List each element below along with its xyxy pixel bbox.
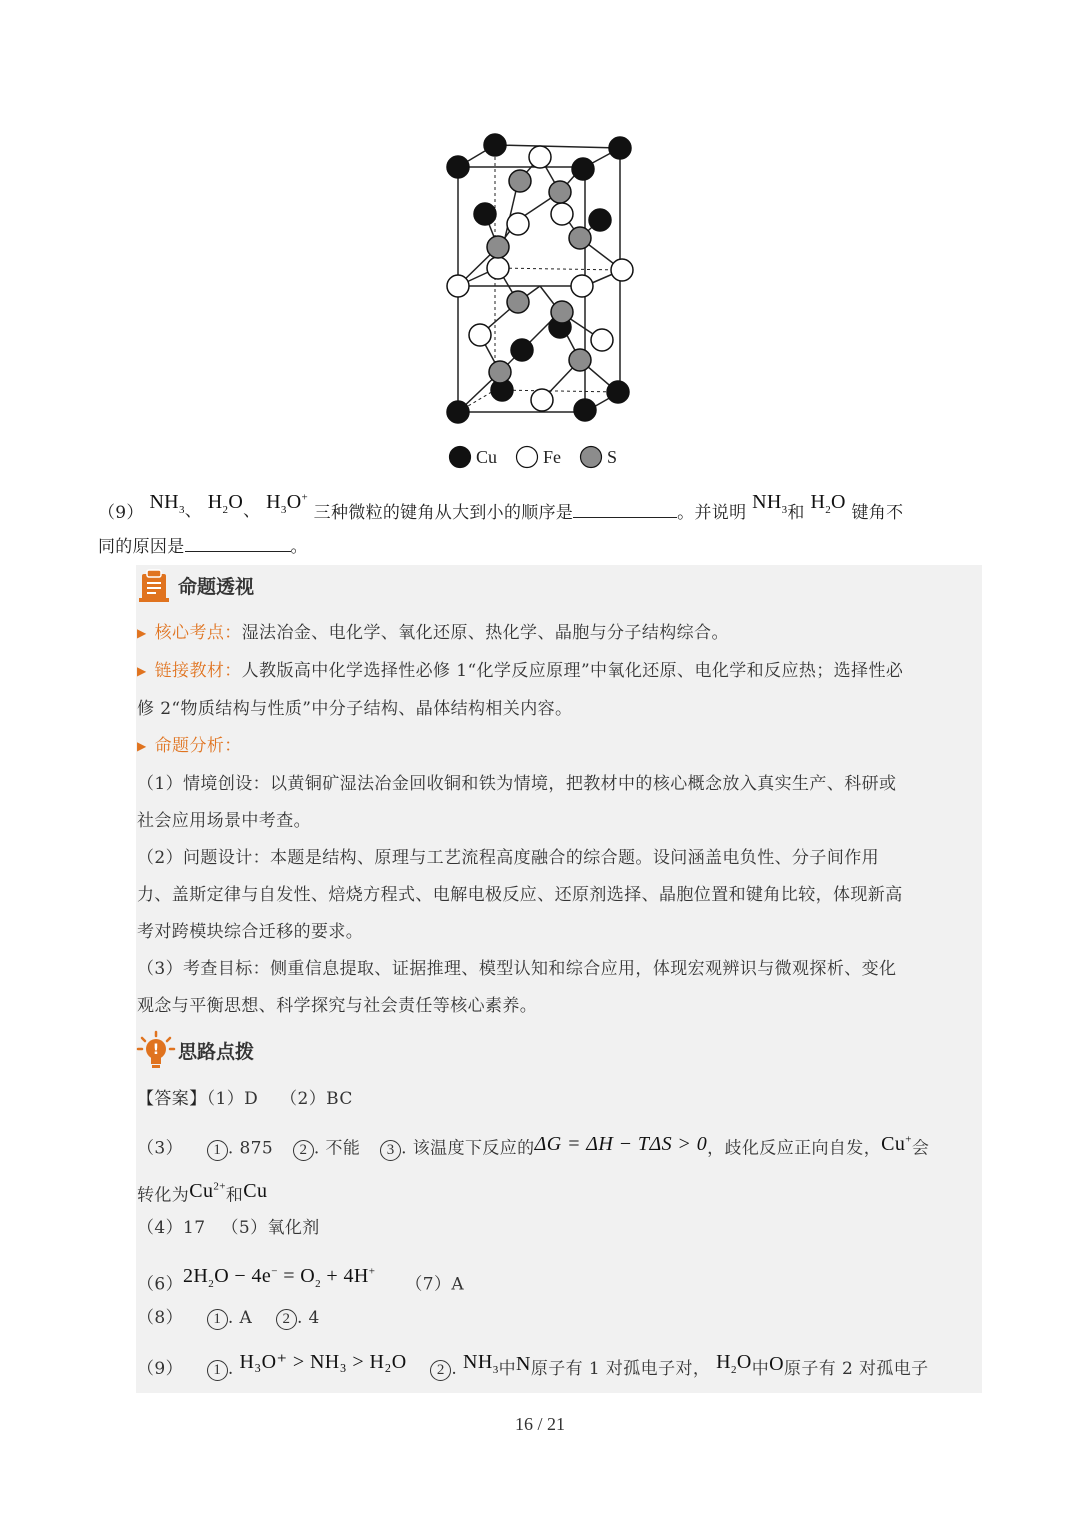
para-2: 社会应用场景中考查。	[137, 811, 311, 831]
formula-nh3-compare: $NH_3$	[752, 491, 788, 516]
item-analysis: ▶ 命题分析：	[137, 736, 242, 756]
para-1: （1）情境创设：以黄铜矿湿法冶金回收铜和铁为情境，把教材中的核心概念放入真实生产、科研或	[137, 774, 897, 794]
para-4: 力、盖斯定律与自发性、焙烧方程式、电解电极反应、还原剂选择、晶胞位置和键角比较，体现新高	[137, 885, 903, 905]
section-header-mingti: 命题透视	[136, 566, 254, 604]
answer-line-4: （4）17 （5）氧化剂	[137, 1218, 320, 1238]
answer-line-1: 【答案】（1）D （2）BC	[137, 1089, 353, 1109]
item-core-points: ▶ 核心考点：湿法冶金、电化学、氧化还原、热化学、晶胞与分子结构综合。	[137, 623, 729, 643]
answer-blank-1[interactable]	[573, 517, 677, 518]
para-6: （3）考查目标：侧重信息提取、证据推理、模型认知和综合应用，体现宏观辨识与微观探析、变化	[137, 959, 897, 979]
answer-line-9: （9） 1 . H₃O⁺ > NH₃ > H₂O 2 . $NH_3$中N原子有 1 对孤电子对， $H_2O$中O原子有 2 对孤电子	[137, 1351, 929, 1379]
section-header-silu: ! 思路点拨	[136, 1030, 254, 1070]
notepad-icon	[136, 566, 174, 604]
legend-cu: Cu	[448, 445, 497, 469]
item-textbook-link: ▶ 链接教材：人教版高中化学选择性必修 1“化学反应原理”中氧化还原、电化学和反应热；选择性必	[137, 661, 904, 681]
item-textbook-link-cont: 修 2“物质结构与性质”中分子结构、晶体结构相关内容。	[137, 699, 573, 719]
triangle-bullet-icon: ▶	[137, 626, 147, 640]
answer-line-8: （8） 1 . A 2 . 4	[137, 1308, 320, 1328]
figure-legend	[448, 445, 631, 474]
legend-fe: Fe	[515, 445, 561, 469]
formula-h2o: $H_2O$	[207, 491, 244, 516]
crystal-structure-figure	[430, 120, 660, 440]
question-9-line-2: 同的原因是 。	[98, 537, 308, 557]
para-5: 考对跨模块综合迁移的要求。	[137, 922, 364, 942]
answer-line-3b: 转化为$Cu^{2+}$和Cu	[137, 1179, 268, 1206]
formula-h3o-plus: $H_3O^+$	[266, 491, 308, 516]
formula-nh3: $NH_3$	[149, 491, 185, 516]
triangle-bullet-icon: ▶	[137, 739, 147, 753]
section1-items	[137, 615, 983, 1025]
cu-atom-icon	[448, 445, 472, 469]
answer-blank-2[interactable]	[185, 551, 291, 552]
s-atom-icon	[579, 445, 603, 469]
svg-text:!: !	[152, 1042, 160, 1058]
triangle-bullet-icon: ▶	[137, 664, 147, 678]
lightbulb-icon	[136, 1030, 176, 1070]
page-number: 16 / 21	[514, 1414, 565, 1434]
para-3: （2）问题设计：本题是结构、原理与工艺流程高度融合的综合题。设问涵盖电负性、分子间作用	[137, 848, 880, 868]
answer-line-6: $(6)2H_2O - 4e^- = O_2 + 4H^+(7)A$	[137, 1264, 465, 1295]
question-9-line-1: （9） $NH_3$、 $H_2O$、 $H_3O^+$ 三种微粒的键角从大到小的顺序是 。并说明 $NH_3$和 $H_2O$ 键角不	[98, 491, 904, 523]
fe-atom-icon	[515, 445, 539, 469]
formula-h2o-compare: $H_2O$	[810, 491, 846, 516]
legend-s: S	[579, 445, 617, 469]
para-7: 观念与平衡思想、科学探究与社会责任等核心素养。	[137, 996, 538, 1016]
answer-line-3: （3） 1 . 875 2 . 不能 3 . 该温度下反应的ΔG = ΔH − TΔS > 0，歧化反应正向自发，Cu+会	[137, 1132, 930, 1159]
electrode-equation: $2H_2O - 4e^- = O_2 + 4H^+$	[183, 1264, 376, 1290]
